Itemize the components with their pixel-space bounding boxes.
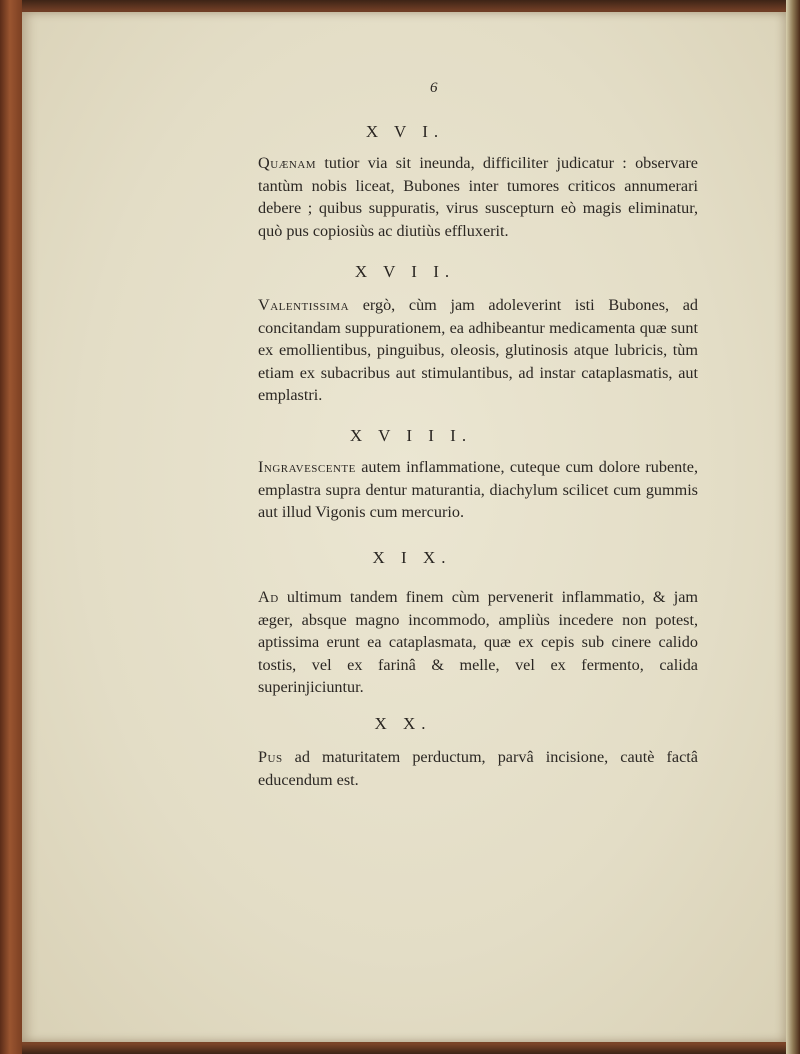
paragraph-text: ad maturitatem perductum, parvâ incisione, cautè factâ educendum est. xyxy=(258,748,698,789)
paragraph-xvi xyxy=(258,152,698,242)
paragraph-first-word: Ingravescente xyxy=(258,458,356,476)
paragraph-text: tutior via sit ineunda, difficiliter judicatur : observare tantùm nobis liceat, Bubones inter tumores criticos annumerari debere ; quibus suppuratis, virus suscepturn eò magis eliminatur, quò pus copiosiùs ac diutiùs effluxerit. xyxy=(258,154,698,240)
section-title-xvii: X V I I. xyxy=(354,262,456,281)
paragraph-xvii xyxy=(258,294,698,407)
paragraph-first-word: Ad xyxy=(258,588,279,606)
paragraph-first-word: Pus xyxy=(258,748,283,766)
book-binding-left xyxy=(0,0,22,1054)
paragraph-text: autem inflammatione, cuteque cum dolore rubente, emplastra supra dentur maturantia, diachylum scilicet cum gummis aut illud Vigonis cum mercurio. xyxy=(258,458,698,522)
section-title-xviii: X V I I I. xyxy=(349,426,473,445)
section-title-xix: X I X. xyxy=(372,548,452,567)
book-binding-right xyxy=(786,0,800,1054)
paragraph-xx xyxy=(258,746,698,791)
page-number: 6 xyxy=(430,80,438,96)
paragraph-xviii xyxy=(258,456,698,524)
paragraph-text: ergò, cùm jam adoleverint isti Bubones, ad concitandam suppurationem, ea adhibeantur medicamenta quæ sunt ex emollientibus, pinguibus, oleosis, glutinosis atque lubricis, tùm etiam ex subacribus aut stimulantibus, ad instar cataplasmatis, aut emplastri. xyxy=(258,296,698,405)
paragraph-first-word: Valentissima xyxy=(258,296,350,314)
paragraph-text: ultimum tandem finem cùm pervenerit inflammatio, & jam æger, absque magno incommodo, ampliùs incedere non potest, aptissima erunt ea cataplasmata, quæ ex cepis sub cinere calido tostis, vel ex farinâ & melle, vel ex fermento, calida superinjiciuntur. xyxy=(258,588,698,697)
section-title-xvi: X V I. xyxy=(365,122,445,141)
paragraph-first-word: Quænam xyxy=(258,154,317,172)
section-title-xx: X X. xyxy=(374,714,432,733)
paragraph-xix xyxy=(258,586,698,699)
